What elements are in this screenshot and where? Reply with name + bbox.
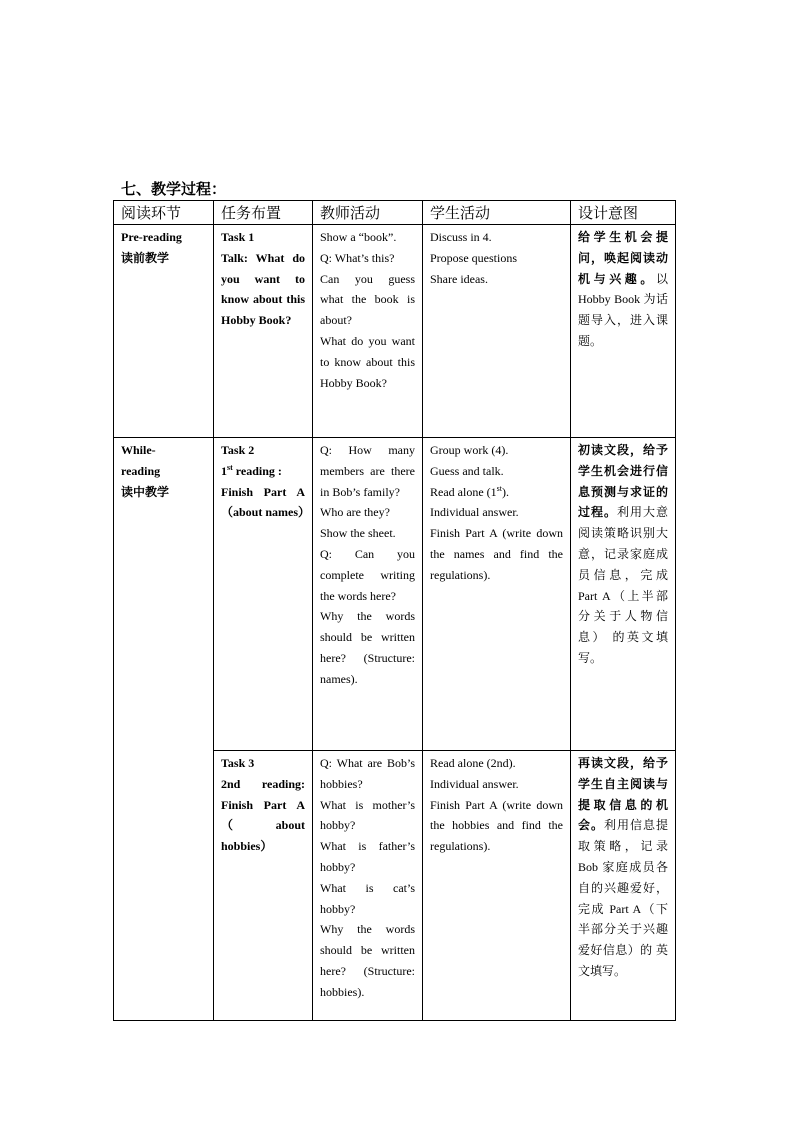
teacher-line: What is father’s hobby? bbox=[320, 839, 415, 874]
table-row bbox=[114, 438, 676, 751]
student-line: Group work (4). bbox=[430, 443, 509, 457]
student-line: Read alone (1st). bbox=[430, 483, 509, 499]
teacher-cell bbox=[313, 438, 423, 751]
student-line: Finish Part A (write down the names and find the regulations). bbox=[430, 526, 563, 582]
student-line: Share ideas. bbox=[430, 271, 488, 286]
stage-cell bbox=[114, 225, 214, 438]
teacher-line: What is mother’s hobby? bbox=[320, 797, 415, 833]
teacher-line: What do you want to know about this Hobby Book? bbox=[320, 333, 415, 390]
teacher-line: Can you guess what the book is about? bbox=[320, 271, 415, 328]
intent-bold: 初读文段，给予学生机会进行信息预测与求证的过程。 bbox=[578, 443, 668, 520]
table-header-row bbox=[114, 201, 676, 225]
student-cell bbox=[423, 438, 571, 751]
header-student: 学生活动 bbox=[423, 201, 571, 225]
stage-label: Pre-reading 读前教学 bbox=[121, 230, 182, 265]
teacher-line: Q: Can you complete writing the words here? bbox=[320, 546, 415, 603]
header-task: 任务布置 bbox=[214, 201, 313, 225]
teacher-line: Q: What’s this? bbox=[320, 250, 395, 265]
student-line: Guess and talk. bbox=[430, 463, 504, 478]
teacher-line: Who are they? bbox=[320, 505, 390, 520]
teacher-line: Q: How many members are there in Bob’s family? bbox=[320, 443, 415, 499]
intent-cell bbox=[571, 751, 676, 1021]
stage-label: While- reading 读中教学 bbox=[121, 443, 170, 499]
student-line: Propose questions bbox=[430, 250, 517, 265]
teacher-line: Why the words should be written here? (Structure: hobbies). bbox=[320, 922, 415, 999]
teacher-cell bbox=[313, 225, 423, 438]
intent-cell bbox=[571, 225, 676, 438]
task-title: Task 1 bbox=[221, 230, 255, 244]
table-row bbox=[114, 225, 676, 438]
task-title: Task 3 bbox=[221, 756, 255, 770]
teacher-line: Show a “book”. bbox=[320, 230, 397, 244]
student-line: Individual answer. bbox=[430, 776, 519, 791]
teacher-cell bbox=[313, 751, 423, 1021]
teaching-process-table bbox=[113, 200, 676, 1021]
intent-text: 利用大意阅读策略识别大意，记录家庭成员信息，完成 Part A（上半部分关于人物信息） 的英文填写。 bbox=[578, 505, 668, 665]
header-stage: 阅读环节 bbox=[114, 201, 214, 225]
stage-cell bbox=[114, 438, 214, 1021]
teacher-line: What is cat’s hobby? bbox=[320, 880, 415, 916]
section-title: 七、教学过程： bbox=[121, 182, 227, 198]
teacher-line: Q: What are Bob’s hobbies? bbox=[320, 756, 415, 791]
student-cell bbox=[423, 751, 571, 1021]
header-intent: 设计意图 bbox=[571, 201, 676, 225]
teacher-line: Why the words should be written here? (Structure: names). bbox=[320, 609, 415, 686]
student-line: Individual answer. bbox=[430, 505, 519, 520]
intent-cell bbox=[571, 438, 676, 751]
teacher-line: Show the sheet. bbox=[320, 526, 396, 541]
header-teacher: 教师活动 bbox=[313, 201, 423, 225]
intent-text: 利用信息提取策略，记录 Bob 家庭成员各自的兴趣爱好，完成 Part A（下半部分关于兴趣爱好信息）的 英文填写。 bbox=[578, 818, 668, 978]
intent-bold: 再读文段，给予学生自主阅读与提取信息的机会。 bbox=[578, 756, 668, 833]
task-body: Talk: What do you want to know about this Hobby Book? bbox=[221, 250, 305, 328]
intent-text: 以 Hobby Book 为话题导入，进入课题。 bbox=[578, 271, 668, 348]
student-cell bbox=[423, 225, 571, 438]
task-cell bbox=[214, 751, 313, 1021]
student-line: Read alone (2nd). bbox=[430, 756, 516, 770]
student-line: Finish Part A (write down the hobbies and find the regulations). bbox=[430, 797, 563, 854]
task-body: Finish Part A （about names） bbox=[221, 484, 311, 520]
task-title: Task 2 bbox=[221, 443, 255, 457]
task-reading-label: 1st reading : bbox=[221, 462, 282, 478]
intent-bold: 给学生机会提问，唤起阅读动机与兴趣。 bbox=[578, 230, 668, 286]
task-cell bbox=[214, 438, 313, 751]
task-cell bbox=[214, 225, 313, 438]
task-body: 2nd reading: Finish Part A （about hobbies） bbox=[221, 776, 305, 854]
student-line: Discuss in 4. bbox=[430, 230, 492, 244]
